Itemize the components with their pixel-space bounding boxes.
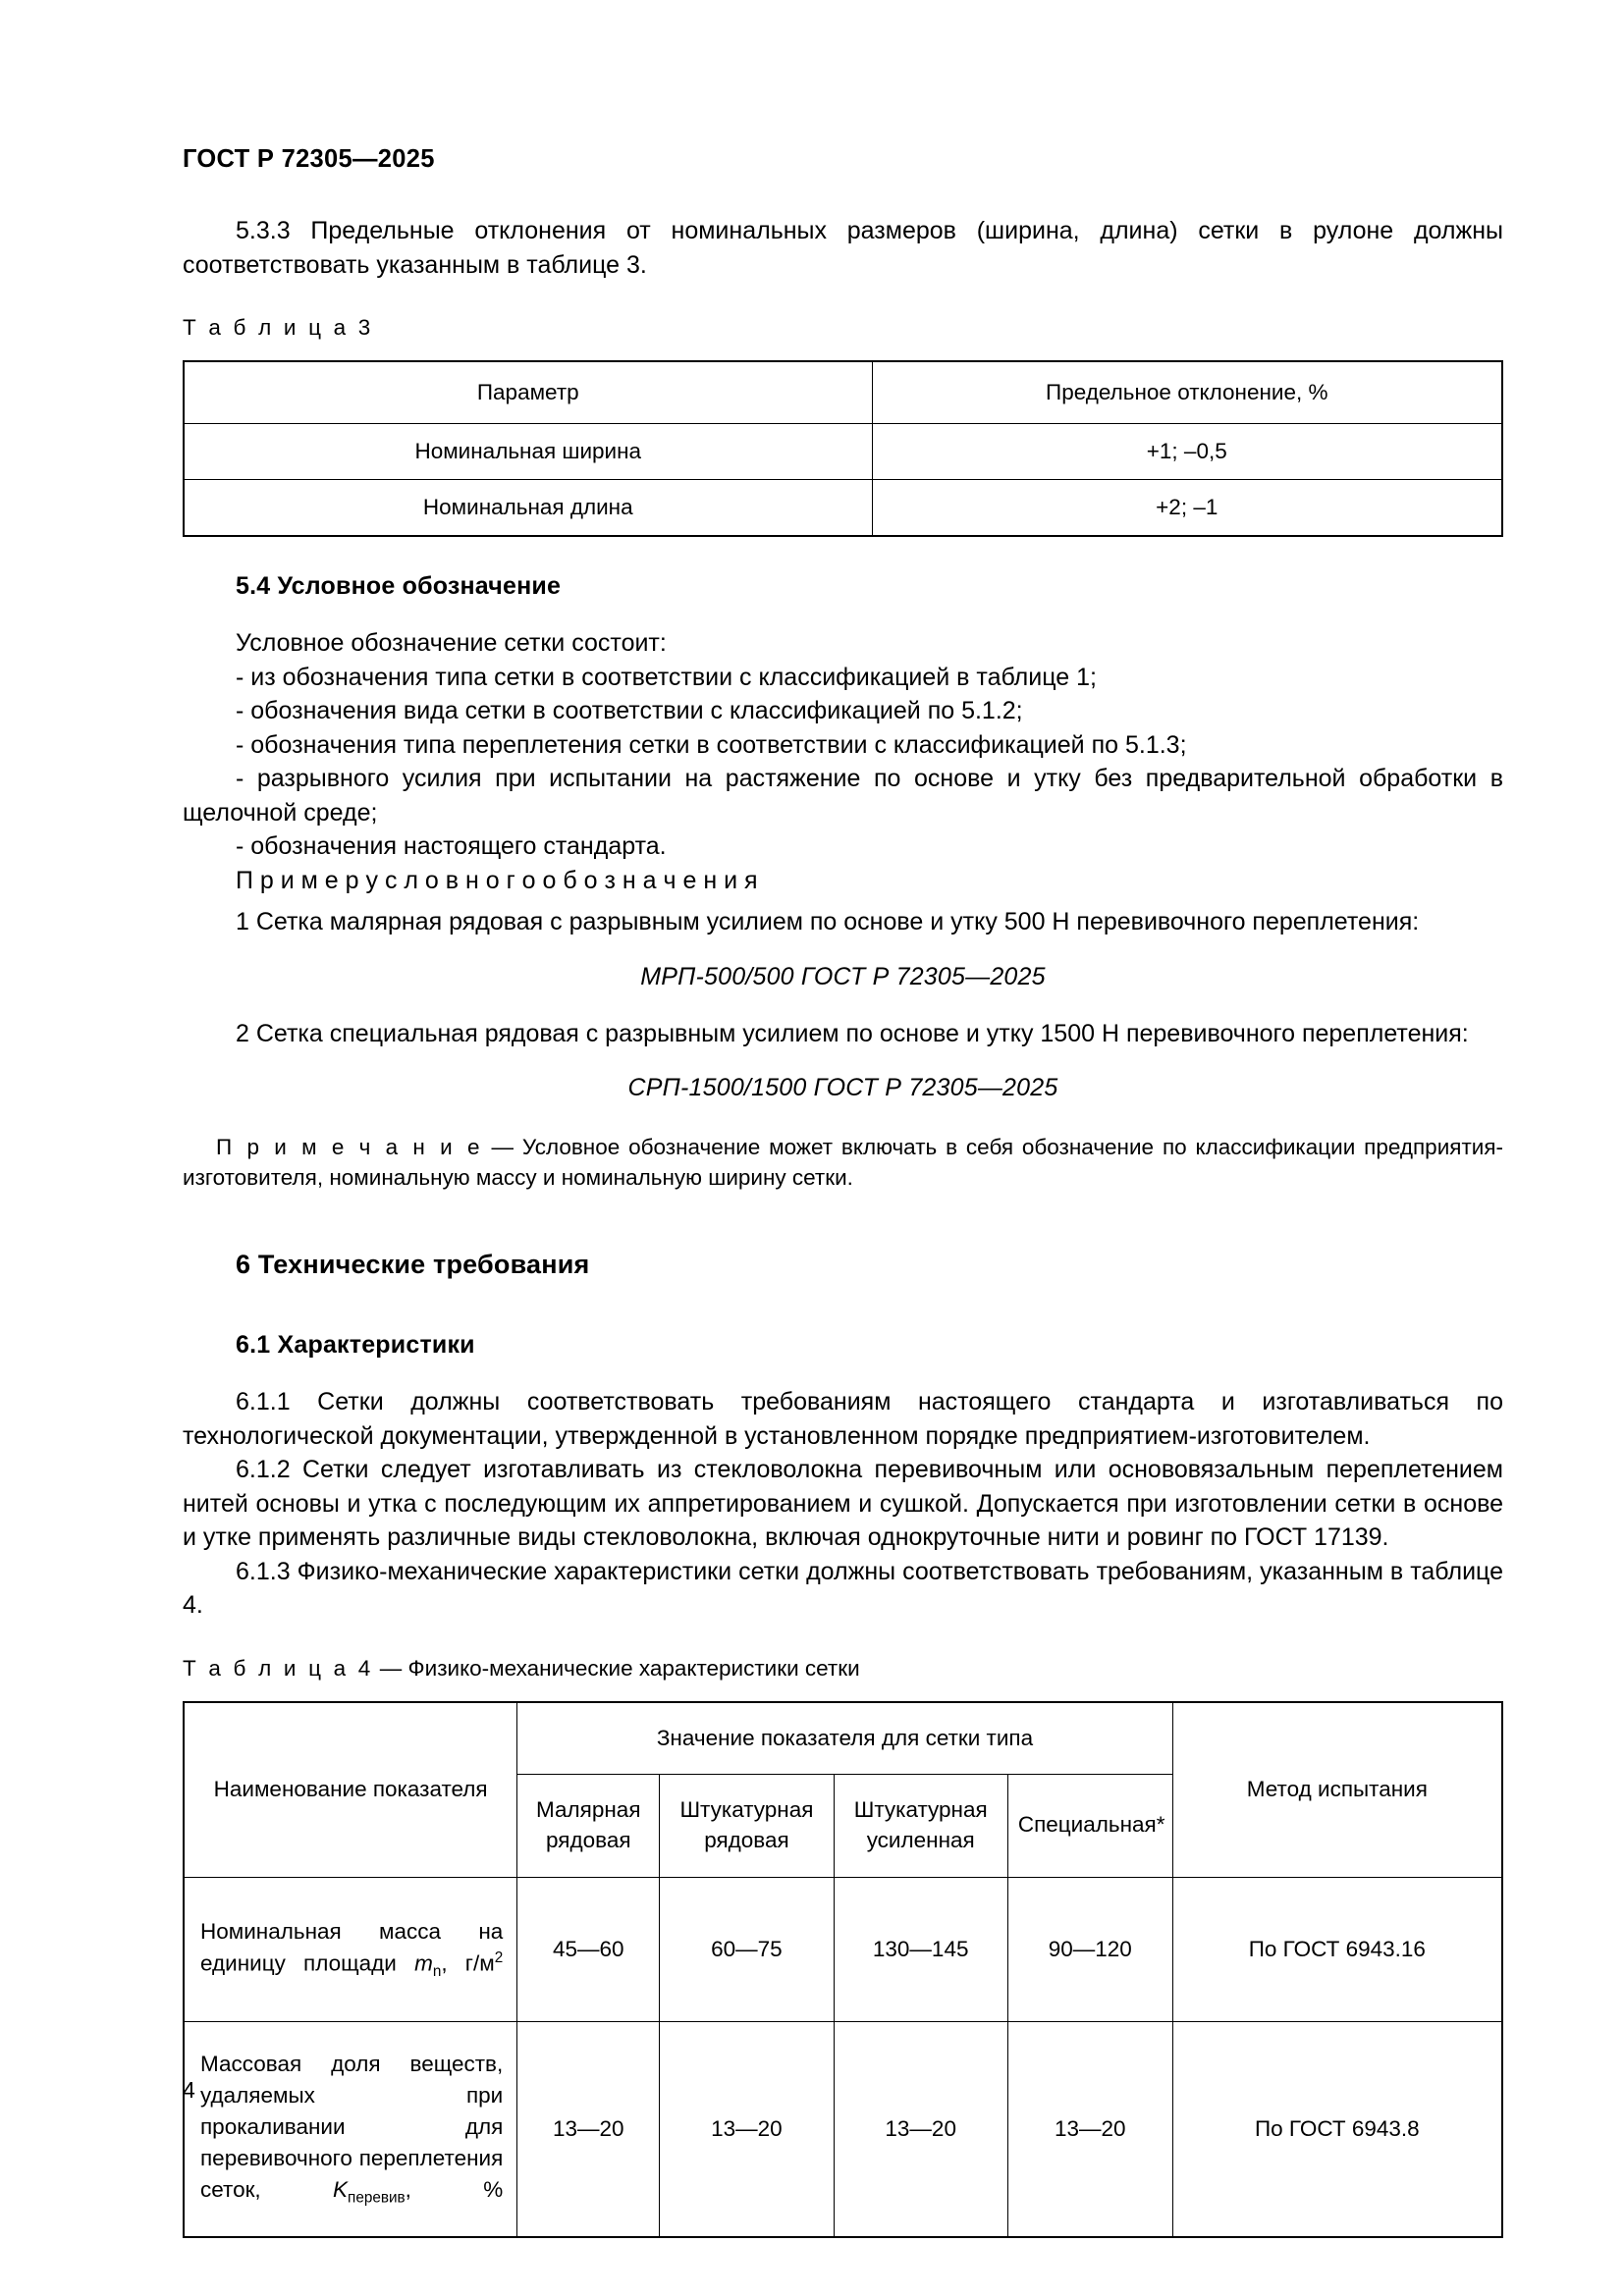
clause-5-4-bullet-3: - обозначения типа переплетения сетки в соответствии с классификацией по 5.1.3; <box>236 730 1187 759</box>
table4-caption-label: Т а б л и ц а 4 <box>183 1655 374 1681</box>
table-4 <box>183 1701 1503 2238</box>
table4-row1-value-2: 60—75 <box>660 1877 834 2021</box>
clause-6-1-2: 6.1.2 Сетки следует изготавливать из стекловолокна перевивочным или основовязальным переплетением нитей основы и утка с последующим их аппретированием и сушкой. Допускается при изготовлении сетки в основе и утке применять различные виды стекловолокна, включая однокруточные нити и ровинг по ГОСТ 17139. <box>183 1456 1503 1552</box>
clause-6-1-1: 6.1.1 Сетки должны соответствовать требованиям настоящего стандарта и изготавливаться по технологической документации, утвержденной в установленном порядке предприятием-изготовителем. <box>183 1388 1503 1450</box>
table3-cell-name: Номинальная длина <box>184 480 872 537</box>
table4-row1-value-4: 90—120 <box>1007 1877 1172 2021</box>
clause-5-4-bullet-5: - обозначения настоящего стандарта. <box>236 832 667 860</box>
example-label: П р и м е р у с л о в н о г о о б о з н а ч е н и я <box>236 866 758 894</box>
heading-6-1: 6.1 Характеристики <box>236 1331 475 1360</box>
table3-cell-value: +1; –0,5 <box>872 424 1502 480</box>
example-1-text: 1 Сетка малярная рядовая с разрывным усилием по основе и утку 500 Н перевивочного переплетения: <box>236 908 1420 935</box>
table4-row1-method: По ГОСТ 6943.16 <box>1172 1877 1502 2021</box>
table4-header-type-4: Специальная* <box>1007 1774 1172 1877</box>
table3-header-deviation: Предельное отклонение, % <box>872 361 1502 424</box>
table4-row1-name: Номинальная масса на единицу площади $m_n$, $г/м^2$ <box>184 1877 517 2021</box>
table4-row2-name: Массовая доля веществ, удаляемых при прокаливании для перевивочного переплетения сеток, $K_{перевив}$, % <box>184 2021 517 2237</box>
table3-caption: Т а б л и ц а 3 <box>183 315 374 340</box>
table-3 <box>183 360 1503 537</box>
running-head: ГОСТ Р 72305—2025 <box>183 145 435 173</box>
table3-header-param: Параметр <box>184 361 872 424</box>
table4-caption-title: — Физико-механические характеристики сетки <box>373 1655 860 1681</box>
heading-5-4: 5.4 Условное обозначение <box>236 572 562 600</box>
example-1-designation: МРП-500/500 ГОСТ Р 72305—2025 <box>640 962 1046 990</box>
table4-row1-value-3: 130—145 <box>834 1877 1007 2021</box>
table-row <box>184 1702 1502 1775</box>
table3-cell-name: Номинальная ширина <box>184 424 872 480</box>
clause-5-4-intro: Условное обозначение сетки состоит: <box>236 629 667 657</box>
clause-5-4-bullet-1: - из обозначения типа сетки в соответствии с классификацией в таблице 1; <box>236 663 1097 691</box>
table4-header-type-1: Малярная рядовая <box>517 1774 660 1877</box>
table4-row2-value-3: 13—20 <box>834 2021 1007 2237</box>
table4-header-method: Метод испытания <box>1172 1702 1502 1878</box>
clause-5-4-bullet-2: - обозначения вида сетки в соответствии с классификацией по 5.1.2; <box>236 697 1023 724</box>
page-number: 4 <box>183 2077 195 2103</box>
table4-row1-value-1: 45—60 <box>517 1877 660 2021</box>
clause-5-3-3: 5.3.3 Предельные отклонения от номинальных размеров (ширина, длина) сетки в рулоне должны соответствовать указанным в таблице 3. <box>183 217 1503 279</box>
note-lead: П р и м е ч а н и е <box>216 1135 483 1159</box>
table-row <box>184 361 1502 424</box>
table-row <box>184 424 1502 480</box>
table4-header-type-3: Штукатурная усиленная <box>834 1774 1007 1877</box>
table4-caption <box>183 1656 1503 1682</box>
note-body: — Условное обозначение может включать в себя обозначение по классификации предприятия-изготовителя, номинальную массу и номинальную ширину сетки. <box>183 1135 1503 1191</box>
table-row <box>184 2021 1502 2237</box>
table4-header-type-2: Штукатурная рядовая <box>660 1774 834 1877</box>
heading-section-6: 6 Технические требования <box>236 1250 590 1280</box>
table4-header-group: Значение показателя для сетки типа <box>517 1702 1172 1775</box>
table-row <box>184 480 1502 537</box>
table4-row2-value-4: 13—20 <box>1007 2021 1172 2237</box>
clause-5-4-note <box>183 1132 1503 1193</box>
table4-row2-method: По ГОСТ 6943.8 <box>1172 2021 1502 2237</box>
table-row <box>184 1877 1502 2021</box>
table4-row2-value-1: 13—20 <box>517 2021 660 2237</box>
example-2-designation: СРП-1500/1500 ГОСТ Р 72305—2025 <box>627 1074 1058 1101</box>
clause-6-1-3: 6.1.3 Физико-механические характеристики сетки должны соответствовать требованиям, указанным в таблице 4. <box>183 1557 1503 1620</box>
table4-row2-value-2: 13—20 <box>660 2021 834 2237</box>
table3-cell-value: +2; –1 <box>872 480 1502 537</box>
table4-header-name: Наименование показателя <box>184 1702 517 1878</box>
clause-5-4-bullet-4: - разрывного усилия при испытании на растяжение по основе и утку без предварительной обработки в щелочной среде; <box>183 765 1503 827</box>
example-2-text: 2 Сетка специальная рядовая с разрывным усилием по основе и утку 1500 Н перевивочного переплетения: <box>236 1019 1469 1047</box>
